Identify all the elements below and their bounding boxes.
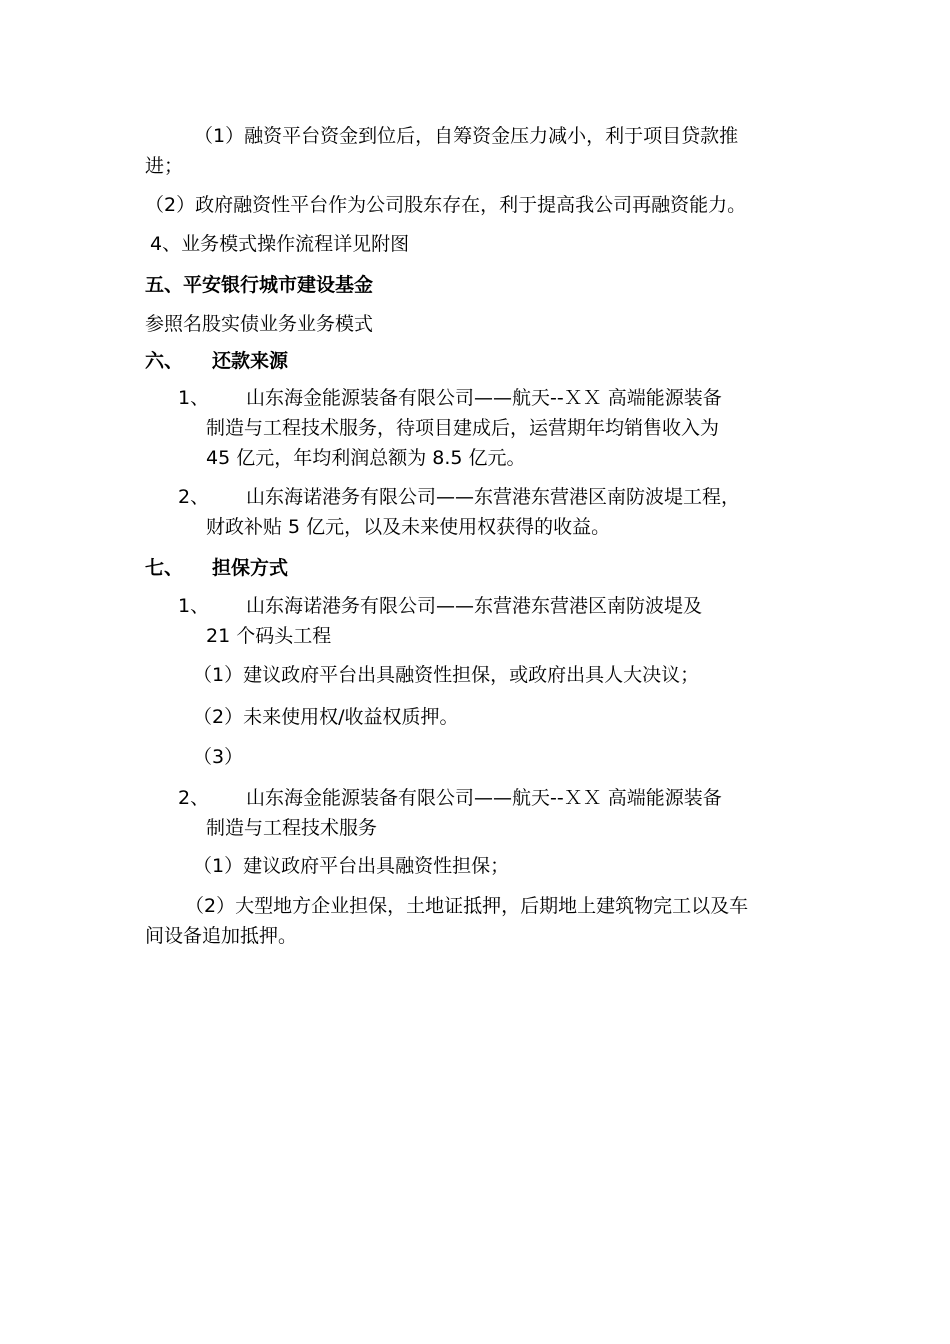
section7-heading-num: 七、	[145, 557, 184, 579]
section5-body: 参照名股实债业务业务模式	[145, 313, 374, 335]
para1-line2: 进；	[145, 155, 184, 177]
section6-heading-text: 还款来源	[212, 350, 289, 372]
section6-item2-line1: 山东海诺港务有限公司——东营港东营港区南防波堤工程，	[246, 486, 741, 508]
section6-item1-line1: 山东海金能源装备有限公司——航天--ＸＸ 高端能源装备	[246, 387, 722, 409]
section7-item1-line2: 21 个码头工程	[206, 625, 332, 647]
section6-item2-line2: 财政补贴 5 亿元，以及未来使用权获得的收益。	[206, 516, 611, 538]
section6-heading-num: 六、	[145, 350, 184, 372]
para2: （2）政府融资性平台作为公司股东存在，利于提高我公司再融资能力。	[145, 194, 747, 216]
para3: 4、业务模式操作流程详见附图	[150, 233, 410, 255]
section7-heading-text: 担保方式	[212, 557, 289, 579]
section5-heading: 五、平安银行城市建设基金	[145, 274, 374, 296]
section7-item1-num: 1、	[178, 595, 210, 617]
section7-item2-sub1: （1）建议政府平台出具融资性担保；	[193, 855, 510, 877]
section7-item2-line1: 山东海金能源装备有限公司——航天--ＸＸ 高端能源装备	[246, 787, 722, 809]
section7-item2-sub2-line2: 间设备追加抵押。	[145, 925, 298, 947]
section6-item2-num: 2、	[178, 486, 210, 508]
section6-item1-line2: 制造与工程技术服务，待项目建成后，运营期年均销售收入为	[206, 417, 720, 439]
section7-item2-line2: 制造与工程技术服务	[206, 817, 378, 839]
para1-line1: （1）融资平台资金到位后，自筹资金压力减小，利于项目贷款推	[194, 125, 739, 147]
section7-item2-num: 2、	[178, 787, 210, 809]
section6-item1-num: 1、	[178, 387, 210, 409]
section7-item1-sub1: （1）建议政府平台出具融资性担保，或政府出具人大决议；	[193, 664, 700, 686]
section7-item1-line1: 山东海诺港务有限公司——东营港东营港区南防波堤及	[246, 595, 703, 617]
section7-item1-sub3: （3）	[193, 746, 244, 768]
section7-item1-sub2: （2）未来使用权/收益权质押。	[193, 706, 459, 728]
section6-item1-line3: 45 亿元，年均利润总额为 8.5 亿元。	[206, 447, 526, 469]
section7-item2-sub2-line1: （2）大型地方企业担保，土地证抵押，后期地上建筑物完工以及车	[185, 895, 749, 917]
